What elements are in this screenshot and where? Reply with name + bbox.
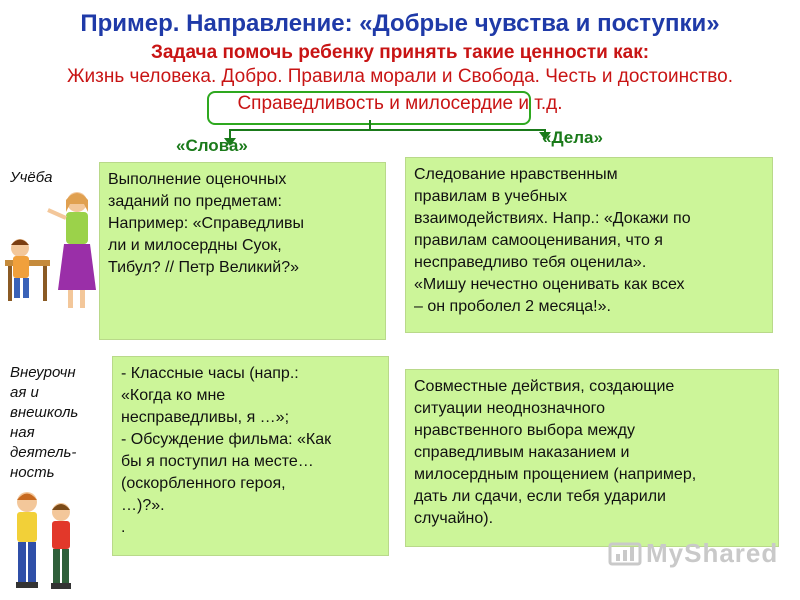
cell-study-words: Выполнение оценочных заданий по предметам: Например: «Справедливы ли и милосердны Суок, Тибул? // Петр Великий?» bbox=[99, 162, 386, 340]
task-text: Задача помочь ребенку принять такие ценности как: bbox=[150, 42, 650, 63]
column-header-deeds: «Дела» bbox=[542, 128, 603, 147]
cell-extra-deeds: Совместные действия, создающие ситуации неоднозначного нравственного выбора между справедливым наказанием и милосердным прощением (например, дать ли сдачи, если тебя ударили случайно). bbox=[405, 369, 779, 547]
watermark-logo-icon bbox=[608, 540, 644, 570]
values-line-2: Справедливость и милосердие и т.д. bbox=[237, 93, 563, 114]
watermark: MyShared bbox=[646, 538, 779, 568]
row-label-extracurricular: Внеурочн ая и внешколь ная деятель- ность bbox=[10, 364, 79, 481]
slide-title: Пример. Направление: «Добрые чувства и поступки» bbox=[80, 10, 720, 37]
values-line-1: Жизнь человека. Добро. Правила морали и Свобода. Честь и достоинство. bbox=[67, 66, 733, 87]
teacher-pupil-illustration bbox=[0, 190, 100, 315]
row-label-study: Учёба bbox=[10, 169, 53, 186]
children-illustration bbox=[5, 490, 85, 600]
column-header-words: «Слова» bbox=[176, 136, 248, 155]
cell-extra-words: - Классные часы (напр.: «Когда ко мне несправедливы, я …»; - Обсуждение фильма: «Как бы я поступил на месте… (оскорбленного героя, …)?». . bbox=[112, 356, 389, 556]
cell-study-deeds: Следование нравственным правилам в учебных взаимодействиях. Напр.: «Докажи по правилам самооценивания, что я несправедливо тебя оценила». «Мишу нечестно оценивать как всех – он проболел 2 месяца!». bbox=[405, 157, 773, 333]
